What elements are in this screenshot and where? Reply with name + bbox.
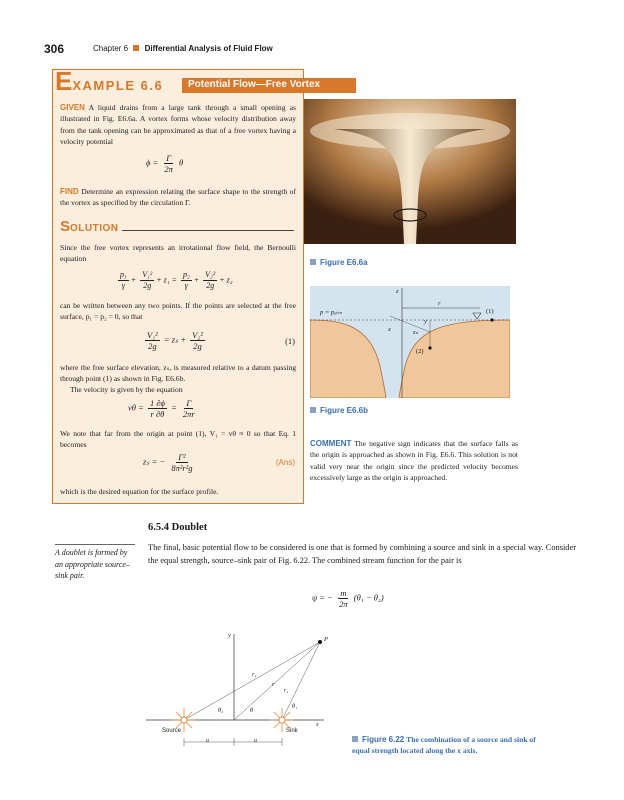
res-lhs: zₛ = − <box>143 456 166 467</box>
figure-6-22 <box>146 630 346 750</box>
fig-e66b <box>310 286 510 398</box>
result-equation <box>143 452 295 473</box>
psi-frac: $\frac{m}{2\pi}$ <box>339 588 348 609</box>
running-header <box>93 44 273 53</box>
label-p-atm: p = pₐₜₘ <box>320 309 343 316</box>
solution-heading <box>60 218 119 236</box>
vel-lhs: vθ = <box>128 402 144 413</box>
example-label-rest: XAMPLE 6.6 <box>72 78 164 93</box>
fig-e66b-graphic <box>310 286 510 398</box>
vortex-photo-graphic <box>304 99 516 244</box>
label-zs: zₛ <box>413 329 418 336</box>
caption-square-icon <box>310 407 316 413</box>
solution-p3: where the free surface elevation, zₛ, is measured relative to a datum passing through point (1) as shown in Fig. E6.6b. <box>60 363 296 384</box>
res-frac: $\frac{\text{Γ²}}{\text{8π²r²g}}$ <box>171 452 193 473</box>
label-point-1: (1) <box>486 308 494 315</box>
solution-p6: which is the desired equation for the surface profile. <box>60 487 219 496</box>
square-bullet-icon <box>133 45 139 51</box>
equation-1 <box>143 330 295 351</box>
example-label-initial: E <box>55 66 73 96</box>
fig622-caption-text: The combination of a source and sink of equal strength located along the x axis. <box>352 735 536 756</box>
fig622-theta: θ <box>250 708 253 714</box>
fig622-x: x <box>316 722 319 728</box>
solution-rule <box>122 230 294 231</box>
fig622-sink: Sink <box>286 728 298 734</box>
fig622-r1: r₁ <box>284 688 289 694</box>
bernoulli-equation: $\frac{\text{p₁}}{\gamma}$ + $\frac{\text{V₁²}}{2g}$ + z₁ = $\frac{\text{p₂}}{\gamma}$ + $\frac{\text{V₂²}}{2g}$ + z₂ <box>120 270 233 290</box>
given-text: A liquid drains from a large tank through a small opening as illustrated in Fig. E6.6a. A vortex forms whose velocity distribution away from the tank opening can be approximated as that of a free vortex having a velocity potential <box>60 103 296 146</box>
velocity-equation <box>128 398 199 419</box>
solution-p1: Since the free vortex represents an irrotational flow field, the Bernoulli equation <box>60 243 296 264</box>
phi-num: Γ <box>166 153 172 163</box>
fig622-theta1: θ₁ <box>292 704 298 710</box>
fig622-P: P <box>324 636 328 643</box>
fig622-theta2: θ₂ <box>218 708 224 714</box>
psi-lhs: ψ = − <box>312 592 334 603</box>
page-number: 306 <box>44 42 65 56</box>
solution-p5: We note that far from the origin at point (1), V₁ = vθ ≈ 0 so that Eq. 1 becomes <box>60 429 296 450</box>
eq1-lhs: $\frac{\text{V₁²}}{2g}$ <box>147 330 158 351</box>
fig-e66b-caption <box>310 406 368 415</box>
psi-rhs: (θ₁ − θ₂) <box>353 592 384 603</box>
label-point-2: (2) <box>416 348 424 355</box>
fig622-y: y <box>228 632 231 639</box>
section-body: The final, basic potential flow to be considered is one that is formed by combining a source and sink in a special way. Consider the equal strength, source–sink pair of Fig. 6.22. The combined stream function for the pair is <box>148 543 576 565</box>
example-label <box>55 68 163 94</box>
fig-e66a-caption <box>310 258 368 267</box>
vel-frac1: $\frac{1 \partial\phi}{r \partial\theta}$ <box>149 398 165 419</box>
eq1-rhs: $\frac{\text{V₂²}}{2g}$ <box>192 330 203 351</box>
section-heading: 6.5.4 Doublet <box>148 522 208 533</box>
fig622-a-right: a <box>254 738 257 744</box>
solution-rest: OLUTION <box>70 223 119 234</box>
find-paragraph <box>60 186 296 209</box>
example-title: Potential Flow—Free Vortex <box>182 78 356 93</box>
chapter-title: Differential Analysis of Fluid Flow <box>144 44 273 53</box>
fig622-a-left: a <box>206 738 209 744</box>
solution-p2: can be written between any two points. If the points are selected at the free surface, p₁ = p₂ = 0, so that <box>60 301 296 322</box>
vel-frac2: $\frac{\Gamma}{2\pi r}$ <box>182 398 195 419</box>
vortex-photo <box>304 99 516 244</box>
eq1-mid: = zₛ + <box>163 334 187 345</box>
find-label: FIND <box>60 187 79 196</box>
comment-text: The negative sign indicates that the surface falls as the origin is approached as shown in Fig. E6.6. This solution is not valid very near the origin since the predicted velocity becomes excessively large as the origin is approached. <box>310 439 518 482</box>
eq1-tag: (1) <box>285 336 295 346</box>
comment-paragraph <box>310 438 518 483</box>
phi-fraction <box>162 153 175 174</box>
fig-e66b-label: Figure E6.6b <box>320 406 369 415</box>
phi-equation <box>146 153 183 174</box>
vel-eq: = <box>171 402 177 413</box>
phi-lhs: ϕ = <box>146 157 159 168</box>
label-r: r <box>438 300 441 307</box>
phi-rhs: θ <box>179 157 184 168</box>
comment-label: COMMENT <box>310 439 352 448</box>
solution-p4: The velocity is given by the equation <box>70 385 183 394</box>
res-tag: (Ans) <box>275 458 295 467</box>
given-paragraph <box>60 102 296 147</box>
given-label: GIVEN <box>60 103 85 112</box>
psi-equation <box>312 588 384 609</box>
label-x: x <box>388 326 391 333</box>
label-y: y <box>424 318 427 325</box>
phi-den: 2π <box>164 164 173 174</box>
solution-initial: S <box>60 218 71 235</box>
fig622-r: r <box>272 682 275 688</box>
margin-note: A doublet is formed by an appropriate source–sink pair. <box>55 544 135 582</box>
fig622-source: Source <box>162 728 182 734</box>
fig622-caption-label: Figure 6.22 <box>362 735 405 744</box>
fig622-r2: r₂ <box>252 672 257 678</box>
caption-square-icon <box>352 736 358 742</box>
find-text: Determine an expression relating the surface shape to the strength of the vortex as specified by the circulation Γ. <box>60 187 296 208</box>
fig622-caption <box>352 734 552 757</box>
label-z: z <box>396 288 399 295</box>
chapter-number: Chapter 6 <box>93 44 129 53</box>
caption-square-icon <box>310 259 316 265</box>
fig-e66a-label: Figure E6.6a <box>320 258 368 267</box>
